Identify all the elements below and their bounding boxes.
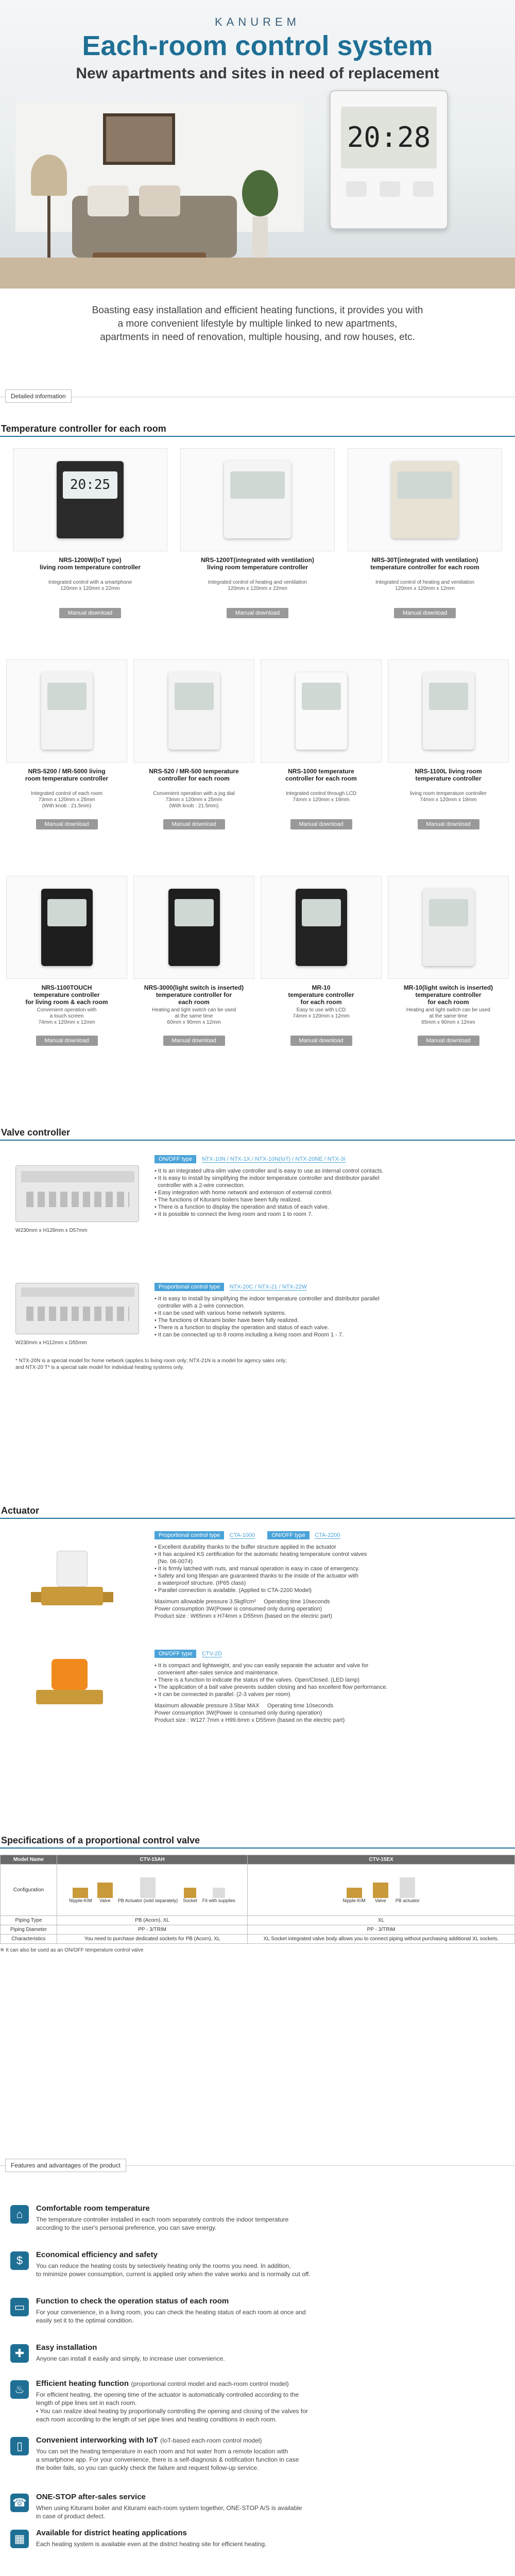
monitor-icon: ▭ [10, 2298, 29, 2316]
intro-text [0, 304, 515, 344]
manual-download-button[interactable]: Manual download [36, 1036, 98, 1046]
bullet-line: Maximum allowable pressure 3.5kgf/cm² Operating time 10seconds [154, 1599, 330, 1605]
section-title-temperature: Temperature controller for each room [1, 423, 166, 434]
bullet-line: • The functions of Kiturami boilers have been fully realized. [154, 1197, 302, 1203]
actuator2-info [154, 1649, 510, 1724]
feature-item [36, 2343, 510, 2363]
product-desc: Integrated control of heating and ventilation 120mm x 120mm x 22mm [208, 580, 307, 591]
flame-icon: ♨ [10, 2380, 29, 2399]
controller-screen [429, 899, 468, 926]
feature-text: You can set the heating temperature in each room and hot water from a remote location with a smartphone app. For your convenience, there is a self-diagnosis & notification function in case the boiler fails, so you can quickly check the failure and request follow-up service. [36, 2448, 299, 2471]
manual-download-button[interactable]: Manual download [163, 1036, 225, 1046]
feature-item [36, 2204, 510, 2232]
tag-onoff: ON/OFF type [267, 1531, 309, 1539]
floor [0, 258, 515, 289]
controller-screen [47, 683, 87, 710]
actuator-ctv-image [31, 1659, 108, 1716]
valve-controller-proportional-image [15, 1283, 139, 1334]
product-name: NRS-1200T(integrated with ventilation) living room temperature controller [200, 556, 315, 571]
section-title-actuator: Actuator [1, 1505, 40, 1516]
valve-unit1-info [154, 1154, 510, 1218]
feature-title: Economical efficiency and safety [36, 2250, 158, 2259]
thermostat-button [346, 181, 367, 197]
feature-text: You can reduce the heating costs by selectively heating only the rooms you need. In addition, to minimize power consumption, current is applied only when the valve works and is normally cut off. [36, 2262, 311, 2278]
product-desc: Convenient operation with a jog dial 73mm x 120mm x 25mm (With knob : 21.5mm) [153, 791, 235, 809]
model-list: NTX-10N / NTX-1X / NTX-10N(IoT) / NTX-20NE / NTX-3I [201, 1156, 346, 1162]
thermostat-device [330, 90, 448, 229]
manual-download-button[interactable]: Manual download [290, 819, 352, 829]
thermostat-display: 20:28 [341, 107, 437, 168]
hero-subtitle: New apartments and sites in need of replacement [76, 65, 439, 82]
feature-item [36, 2436, 510, 2472]
feature-title-suffix: (IoT-based each-room control model) [160, 2437, 262, 2444]
bullet-line: • The functions of Kiturami boiler have been fully realized. [154, 1317, 299, 1324]
model-name: CTV-2D [201, 1651, 222, 1657]
feature-text: When using Kiturami boiler and Kiturami each-room system together, ONE-STOP A/S is available in case of product defect. [36, 2504, 302, 2520]
valve-unit2-bullets [154, 1295, 510, 1338]
building-icon: ▦ [10, 2530, 29, 2548]
product-desc: Convenient operation with a touch screen 74mm x 120mm x 12mm [37, 1007, 97, 1025]
product-name: NRS-1200W(IoT type) living room temperature controller [39, 556, 141, 571]
controller-screen [398, 471, 452, 499]
spec-table: Model Name CTV-15AH CTV-15EX Configuration Nipple-KIM Valve PB Actuator (sold separately) Socket Fit with supplies Nipple-KIM Valve PB actuator Piping Type PB (Acorn), XL XL Piping Diameter PP - 3/TRIM PP - 3/TRIM Characteristics You need to purchase dedicated sockets for PB (Acorn), XL XL Socket integrated valve body allows you to connect piping without purchasing additional XL sockets. [0, 1855, 515, 1944]
product-desc: Integrated control of each room 73mm x 120mm x 25mm (With knob : 21.5mm) [31, 791, 102, 809]
product-desc: Heating and light switch can be used at the same time 65mm x 90mm x 12mm [406, 1007, 490, 1025]
product-name: NRS-1100L living room temperature controller [415, 768, 482, 782]
tag-proportional: Proportional control type [154, 1531, 224, 1539]
spec-table-wrap [0, 1855, 515, 1954]
bullet-line: • It is possible to connect the living room and room 1 to room 7. [154, 1211, 313, 1217]
smartphone-icon: ▯ [10, 2437, 29, 2455]
product-desc: Integrated control through LCD 74mm x 120mm x 19mm [285, 791, 357, 803]
valve-unit1-bullets [154, 1167, 510, 1218]
product-name: MR-10 temperature controller for each room [288, 984, 354, 1006]
bullet-line: • It can be used with various home network systems. [154, 1310, 286, 1316]
bullet-line: • There is a function to indicate the status of the valves. Open/Closed. (LED lamp) [154, 1677, 360, 1683]
manual-download-button[interactable]: Manual download [290, 1036, 352, 1046]
thermostat-button [413, 181, 434, 197]
actuator1-info [154, 1530, 510, 1620]
manual-download-button[interactable]: Manual download [163, 819, 225, 829]
config-right: Nipple-KIM Valve PB actuator [248, 1865, 515, 1916]
controller-screen [230, 471, 285, 499]
model-name: CTA-2200 [315, 1532, 340, 1538]
plant [242, 170, 278, 216]
valve-controller-onoff-image [15, 1165, 139, 1222]
product-name: NRS-1100TOUCH temperature controller for living room & each room [25, 984, 108, 1006]
manual-download-button[interactable]: Manual download [418, 819, 479, 829]
bullet-line: • It can be connected up to 8 rooms including a living room and Room 1 - 7. [154, 1332, 344, 1338]
product-name: NRS-30T(integrated with ventilation) temperature controller for each room [370, 556, 479, 571]
intro-line: a more convenient lifestyle by multiple linked to new apartments, [117, 318, 398, 329]
bullet-line: Power consumption 3W(Power is consumed only during operation) [154, 1606, 322, 1612]
controller-screen [175, 683, 214, 710]
wall-picture [103, 113, 175, 165]
controller-screen [47, 899, 87, 926]
spec-footnote: ※ It can also be used as an ON/OFF temperature control valve [0, 1947, 144, 1953]
wrench-icon: ✚ [10, 2344, 29, 2363]
bullet-line: • It can be connected in parallel. (2-3 valves per room) [154, 1691, 290, 1698]
product-name: NRS-3000(light switch is inserted) temperature controller for each room [144, 984, 244, 1006]
product-name: NRS-1000 temperature controller for each room [285, 768, 357, 782]
cushion [139, 185, 180, 216]
feature-title: Convenient interworking with IoT [36, 2436, 158, 2445]
feature-title: Available for district heating applications [36, 2529, 187, 2537]
actuator2-specs [154, 1702, 510, 1724]
feature-text: The temperature controller installed in each room separately controls the indoor temperature according to the user's personal preference, you can save energy. [36, 2216, 289, 2231]
bullet-line: • It is compact and lightweight, and you can easily separate the actuator and valve for [154, 1663, 369, 1669]
actuator-cta-image [31, 1551, 108, 1618]
controller-screen [429, 683, 468, 710]
bullet-line: • There is a function to display the operation and status of each valve. [154, 1325, 329, 1331]
controller-screen [302, 683, 341, 710]
controller-screen [175, 899, 214, 926]
bullet-line: controller with a 2-wire connection. [154, 1182, 245, 1189]
actuator1-specs [154, 1598, 510, 1620]
cushion [88, 185, 129, 216]
bullet-line: • Excellent durability thanks to the buffer structure applied in the actuator [154, 1544, 336, 1550]
product-desc: Integrated control with a smartphone 120mm x 120mm x 22mm [48, 580, 132, 591]
bullet-line: Maximum allowable pressure 3.5bar MAX Operating time 10seconds [154, 1703, 334, 1709]
note-line: * NTX-20N is a special model for home network (applies to living room only; NTX-21N is a model for agency sales only; [15, 1358, 287, 1364]
tab-features[interactable]: Features and advantages of the product [5, 2159, 126, 2172]
bullet-line: Product size : W127.7mm x H99.6mm x D55mm (based on the electric part) [154, 1717, 345, 1723]
manual-download-button[interactable]: Manual download [36, 819, 98, 829]
bullet-line: • It is an integrated ultra-slim valve controller and is easy to use as internal control contacts. [154, 1168, 384, 1174]
product-desc: Heating and light switch can be used at the same time 60mm x 90mm x 12mm [152, 1007, 236, 1025]
bullet-line: • It is easy to install by simplifying the indoor temperature controller and distributor parallel [154, 1175, 380, 1181]
feature-item [36, 2493, 510, 2520]
brand-logo: KANUREM [214, 15, 300, 28]
model-name: CTA-1000 [229, 1532, 255, 1538]
tab-detailed-information[interactable]: Detailed information [5, 389, 72, 403]
feature-item [36, 2529, 510, 2548]
bullet-line: Power consumption 3W(Power is consumed only during operation) [154, 1710, 322, 1716]
bullet-line: • It is firmly latched with nuts, and manual operation is easy in case of emergency. [154, 1566, 360, 1572]
thermostat-button [380, 181, 400, 197]
product-name: NRS-520 / MR-500 temperature controller for each room [149, 768, 239, 782]
bullet-line: • It has acquired KS certification for the automatic heating temperature control valves [154, 1551, 367, 1557]
product-desc: living room temperature controller 74mm x 120mm x 19mm [410, 791, 487, 803]
bullet-line: • Parallel connection is available. (Applied to CTA-2200 Model) [154, 1587, 312, 1594]
bullet-line: controller with a 2-wire connection. [154, 1303, 245, 1309]
actuator1-bullets [154, 1544, 510, 1594]
lamp-stand [47, 196, 50, 258]
bullet-line: convenient after-sales service and maintenance. [154, 1670, 280, 1676]
feature-item [36, 2297, 510, 2325]
feature-title-suffix: (proportional control model and each-room control model) [131, 2380, 289, 2387]
feature-item [36, 2379, 510, 2424]
spec-header: CTV-15EX [248, 1855, 515, 1865]
bullet-line: • There is a function to display the operation and status of each valve. [154, 1204, 329, 1210]
bullet-line: Product size : W65mm x H74mm x D55mm (based on the electric part) [154, 1613, 332, 1619]
spec-header: CTV-15AH [57, 1855, 248, 1865]
feature-item [36, 2250, 510, 2278]
piggy-bank-icon: $ [10, 2251, 29, 2270]
bullet-line: a waterproof structure. (IP65 class) [154, 1580, 246, 1586]
feature-title: Comfortable room temperature [36, 2204, 150, 2213]
feature-title: Efficient heating function [36, 2379, 129, 2388]
service-icon: ☎ [10, 2494, 29, 2512]
controller-screen [302, 899, 341, 926]
hero-title: Each-room control system [82, 30, 433, 61]
spec-header: Model Name [1, 1855, 57, 1865]
lamp [31, 155, 67, 196]
bullet-line: • The application of a ball valve prevents sudden closing and has excellent flow performance. [154, 1684, 388, 1690]
hero-banner [0, 0, 515, 289]
tag-proportional: Proportional control type [154, 1283, 224, 1291]
product-desc: Easy to use with LCD 74mm x 120mm x 12mm [293, 1007, 350, 1019]
product-desc: Integrated control of heating and ventilation 120mm x 120mm x 12mm [375, 580, 474, 591]
valve-unit2-info [154, 1282, 510, 1338]
bullet-line: (No. 06-0074) [154, 1558, 193, 1565]
feature-title: Function to check the operation status of each room [36, 2297, 229, 2306]
controller-screen: 20:25 [63, 471, 117, 499]
config-left: Nipple-KIM Valve PB Actuator (sold separately) Socket Fit with supplies [57, 1865, 248, 1916]
bullet-line: • Easy integration with home network and extension of external control. [154, 1190, 333, 1196]
tag-onoff: ON/OFF type [154, 1155, 196, 1163]
valve-notes [15, 1358, 505, 1371]
intro-line: apartments in need of renovation, multiple housing, and row houses, etc. [100, 332, 415, 343]
manual-download-button[interactable]: Manual download [227, 608, 288, 618]
model-list: NTX-20C / NTX-21 / NTX-22W [229, 1284, 307, 1290]
manual-download-button[interactable]: Manual download [59, 608, 121, 618]
valve-dims: W230mm x H128mm x D57mm [15, 1228, 88, 1233]
valve-dims: W230mm x H112mm x D55mm [15, 1340, 87, 1346]
spec-row-label: Configuration [1, 1865, 57, 1916]
note-line: and NTX-20 T* is a special sale model for individual heating systems only. [15, 1365, 184, 1370]
manual-download-button[interactable]: Manual download [394, 608, 456, 618]
feature-text: Each heating system is available even at the district heating site for efficient heating. [36, 2540, 267, 2548]
intro-line: Boasting easy installation and efficient heating functions, it provides you with [92, 305, 423, 316]
product-name: NRS-5200 / MR-5000 living room temperature controller [25, 768, 109, 782]
section-title-valve: Valve controller [1, 1127, 71, 1138]
feature-title: Easy installation [36, 2343, 97, 2352]
section-title-specs: Specifications of a proportional control valve [1, 1835, 200, 1845]
plant-pot [252, 216, 268, 258]
bullet-line: • Safety and long lifespan are guaranteed thanks to the inside of the actuator with [154, 1573, 358, 1579]
feature-text: Anyone can install it easily and simply, to increase user convenience. [36, 2355, 225, 2362]
feature-title: ONE-STOP after-sales service [36, 2493, 146, 2501]
manual-download-button[interactable]: Manual download [418, 1036, 479, 1046]
actuator2-bullets [154, 1662, 510, 1698]
tag-onoff: ON/OFF type [154, 1650, 196, 1658]
feature-text: For efficient heating, the opening time of the actuator is automatically controlled according to the length of pipe lines set in each room. • You can realize ideal heating by proportionally controlling the opening and closing of the valves for each room according to the length of set pipe lines and heating conditions in each room. [36, 2391, 308, 2423]
product-name: MR-10(light switch is inserted) temperature controller for each room [403, 984, 493, 1006]
bullet-line: • It is easy to install by simplifying the indoor temperature controller and distributor parallel [154, 1296, 380, 1302]
feature-text: For your convenience, in a living room, you can check the heating status of each room at once and easily set it to the optimal condition. [36, 2309, 306, 2324]
home-icon: ⌂ [10, 2205, 29, 2224]
